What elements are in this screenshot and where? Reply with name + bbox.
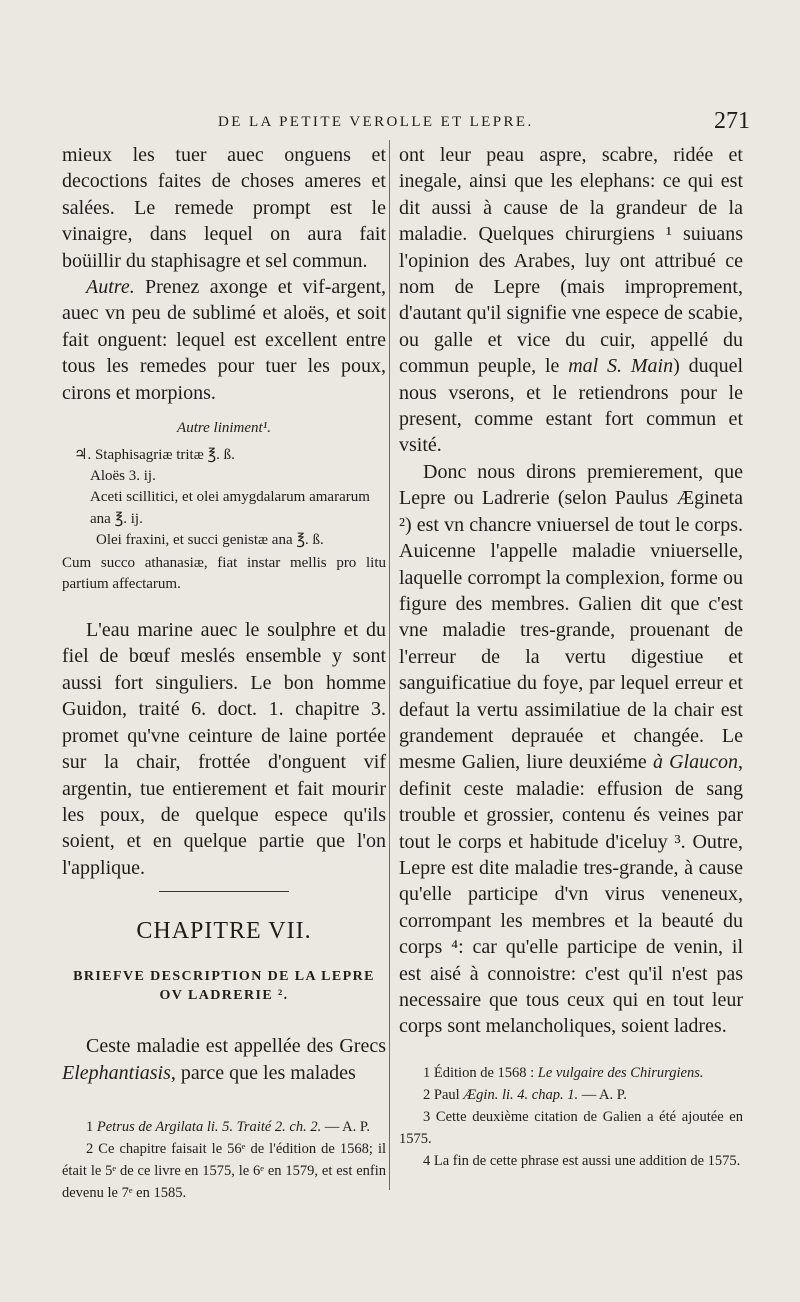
left-column xyxy=(62,142,386,1204)
paragraph-peau-aspre xyxy=(399,142,743,459)
autre-label: Autre. xyxy=(86,276,135,299)
column-divider xyxy=(389,140,390,1190)
footnote-1-rest: — A. P. xyxy=(321,1118,370,1135)
footnote-1-citation: Petrus de Argilata li. 5. Traité 2. ch. 2. xyxy=(96,1118,322,1135)
paragraph-elephantiasis xyxy=(62,1033,386,1086)
footnote-r2-citation: Ægin. li. 4. chap. 1. xyxy=(463,1086,579,1103)
recipe-line: ♃. Staphisagriæ tritæ ℥. ß. xyxy=(74,447,235,464)
p4-text-a: Ceste maladie est appellée des Grecs xyxy=(86,1035,386,1058)
right-footnotes xyxy=(399,1062,743,1172)
footnote-r4: 4 La fin de cette phrase est aussi une addition de 1575. xyxy=(423,1152,741,1169)
footnote-2: 2 Ce chapitre faisait le 56ᵉ de l'édition de 1568; il était le 5ᵉ de ce livre en 1575, le 6ᵉ en 1579, et est enfin devenu le 7ᵉ en 1585. xyxy=(62,1140,386,1201)
footnote-1 xyxy=(62,1116,386,1138)
paragraph-definition-lepre xyxy=(399,459,743,1040)
recipe-note: Cum succo athanasiæ, fiat instar mellis pro litu partium affectarum. xyxy=(62,555,386,593)
paragraph-lice-remedy: mieux les tuer auec onguens et decoctions faites de choses ameres et salées. Le remede prompt est le vinaigre, dans lequel on aura fait boüillir du staphisagre et sel commun. xyxy=(62,144,386,272)
footnote-1-number: 1 xyxy=(86,1118,94,1135)
chapter-subtitle-line-1: BRIEFVE DESCRIPTION DE LA LEPRE xyxy=(73,969,375,985)
chapter-subtitle xyxy=(62,967,386,1005)
p2-text-b: , definit ceste maladie: effusion de sang trouble et grossier, contenu és veines par tout le corps et habitude d'iceluy ³. Outre, Lepre est dite maladie tres-grande, à cause qu'elle participe d'vn virus veneneux, corrompant les membres et la beauté du corps ⁴: car qu'elle participe de venin, il est aisé à connoistre: c'est qu'il n'est pas necessaire que tous ceux qui en tout leur corps sont melancholiques, soient ladres. xyxy=(399,751,743,1038)
page-number: 271 xyxy=(714,108,750,134)
recipe-line: Aceti scillitici, et olei amygdalarum amararum ana ℥. ij. xyxy=(90,489,370,527)
footnote-r3: 3 Cette deuxième citation de Galien a été ajoutée en 1575. xyxy=(399,1108,743,1147)
recipe xyxy=(74,445,386,551)
p1-text: ont leur peau aspre, scabre, ridée et inegale, ainsi que les elephans: ce qui est dit aussi à cause de la grandeur de la maladie. Quelques chirurgiens ¹ suiuans l'opinion des Arabes, luy ont attribué ce nom de Lepre (mais improprement, d'autant qu'il signifie vne espece de scabie, ou galle et vice du cuir, appellé du commun peuple, le xyxy=(399,144,743,378)
footnote-r1-title: Le vulgaire des Chirurgiens. xyxy=(537,1064,704,1081)
running-title: DE LA PETITE VEROLLE ET LEPRE. xyxy=(218,114,534,130)
glaucon-term: à Glaucon xyxy=(652,751,738,774)
footnote-r1-text: 1 Édition de 1568 : xyxy=(423,1064,538,1081)
right-column xyxy=(399,142,743,1172)
chapter-title: CHAPITRE VII. xyxy=(136,918,312,945)
mal-s-main-term: mal S. Main xyxy=(568,355,674,378)
footnote-r1 xyxy=(399,1062,743,1084)
elephantiasis-term: Elephantiasis xyxy=(62,1061,171,1084)
p1-end: ) duquel nous vserons, et le retiendrons pour le present, comme estant fort commun et vsité. xyxy=(399,355,744,457)
liniment-title: Autre liniment¹. xyxy=(177,420,271,437)
p2-text-a: Donc nous dirons premierement, que Lepre ou Ladrerie (selon Paulus Ægineta ²) est vn chancre vniuersel de tout le corps. Auicenne l'appelle maladie vniuerselle, laquelle corrompt la complexion, forme ou figure des membres. Galien dit que c'est vne maladie tres-grande, prouenant de l'erreur de la vertu digestiue et sanguificatiue du foye, par lequel erreur et defaut la vertu assimilatiue de la chair est grandement deprauée et changée. Le mesme Galien, liure deuxiéme xyxy=(399,460,743,774)
footnote-r2 xyxy=(399,1084,743,1106)
recipe-line: Olei fraxini, et succi genistæ ana ℥. ß. xyxy=(96,531,324,548)
p4-text-b: , parce que les malades xyxy=(170,1061,356,1084)
left-footnotes xyxy=(62,1116,386,1204)
paragraph-autre xyxy=(62,274,386,406)
autre-text: Prenez axonge et vif-argent, auec vn peu de sublimé et aloës, et soit fait onguent: lequel est excellent entre tous les remedes pour tuer les poux, cirons et morpions. xyxy=(62,276,387,404)
footnote-r2-rest: — A. P. xyxy=(578,1086,627,1103)
page-header xyxy=(60,110,750,140)
section-divider xyxy=(159,891,289,892)
recipe-line: Aloës 3. ij. xyxy=(90,468,156,485)
chapter-subtitle-line-2: OV LADRERIE ². xyxy=(159,988,289,1004)
paragraph-eau-marine: L'eau marine auec le soulphre et du fiel de bœuf meslés ensemble y sont aussi fort singuliers. Le bon homme Guidon, traité 6. doct. 1. chapitre 3. promet qu'vne ceinture de laine portée sur la chair, frottée d'onguent vif argentin, tue entierement et fait mourir les poux, de quelque espece qu'ils soient, et en quelque partie que l'on l'applique. xyxy=(62,619,386,879)
footnote-r2-text: 2 Paul xyxy=(423,1086,464,1103)
